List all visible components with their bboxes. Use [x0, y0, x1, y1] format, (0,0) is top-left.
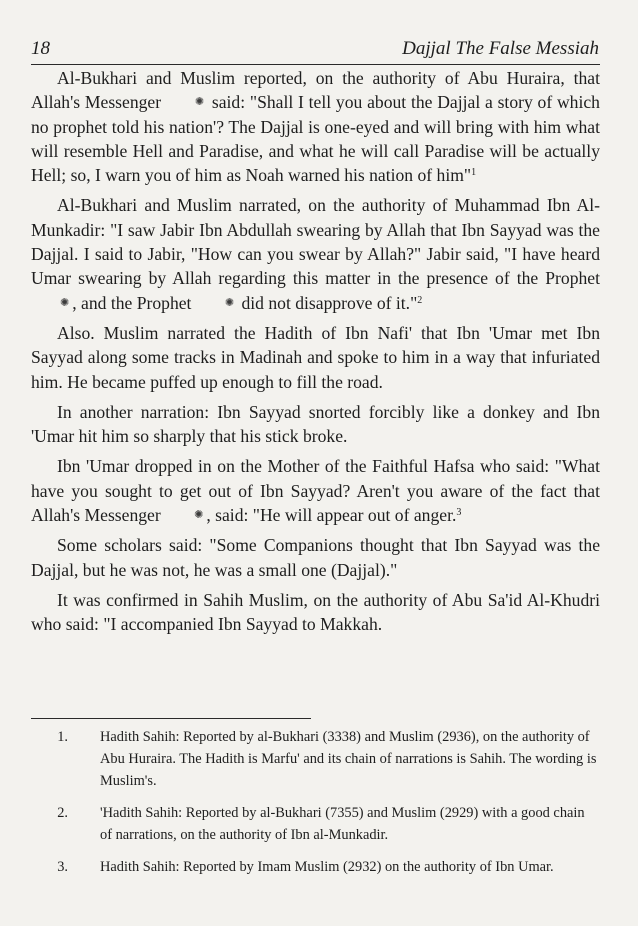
footnote-number: 3. — [57, 859, 68, 875]
honorific-symbol-icon: ✺ — [224, 296, 235, 309]
footnote-ref: 1 — [471, 167, 477, 179]
body-text — [31, 66, 600, 637]
footnote-ref: 3 — [456, 507, 462, 519]
footnote-text: Hadith Sahih: Reported by Imam Muslim (2932) on the authority of Ibn Umar. — [100, 859, 554, 875]
footnote — [31, 802, 600, 846]
footnote-rule — [31, 718, 311, 719]
paragraph: In another narration: Ibn Sayyad snorted forcibly like a donkey and Ibn 'Umar hit him so sharply that his stick broke. — [31, 401, 600, 447]
footnotes — [31, 726, 600, 888]
honorific-symbol-icon: ✺ — [60, 296, 70, 309]
footnote-text: Hadith Sahih: Reported by al-Bukhari (3338) and Muslim (2936), on the authority of Abu Huraira. The Hadith is Marfu' and its chain of narrations is Sahih. The wording is Muslim's. — [100, 729, 597, 789]
page-header — [31, 38, 599, 64]
paragraph-text: Al-Bukhari and Muslim narrated, on the authority of Muhammad Ibn Al-Munkadir: "I saw Jabir Ibn Abdullah swearing by Allah that Ibn Sayyad was the Dajjal. I said to Jabir, "How can you swear by Allah?" Jabir said, "I have heard Umar swearing by Allah regarding this matter in the presence of the Prophet — [31, 195, 600, 289]
paragraph: Also. Muslim narrated the Hadith of Ibn Nafi' that Ibn 'Umar met Ibn Sayyad along some tracks in Madinah and spoke to him in a way that infuriated him. He became puffed up enough to fill the road. — [31, 322, 600, 392]
footnote — [31, 856, 600, 878]
paragraph-text: Al-Bukhari and Muslim reported, on the authority of Abu Huraira, that Allah's Messenger — [31, 68, 600, 113]
paragraph — [31, 66, 600, 187]
footnote — [31, 726, 600, 792]
paragraph: Some scholars said: "Some Companions thought that Ibn Sayyad was the Dajjal, but he was not, he was a small one (Dajjal)." — [31, 535, 600, 580]
honorific-symbol-icon: ✺ — [194, 509, 204, 522]
footnote-ref: 2 — [417, 294, 423, 306]
running-title: Dajjal The False Messiah — [402, 38, 599, 59]
paragraph-text: , and the Prophet — [72, 292, 192, 313]
header-rule — [31, 64, 600, 65]
paragraph — [31, 193, 600, 314]
paragraph-text: said: "Shall I tell you about the Dajjal a story of which no prophet told his nation'? The Dajjal is one-eyed and will bring with him what will resemble Hell and Paradise, and what he will call Paradise will be actually Hell; so, I warn you of him as Noah warned his nation of him" — [31, 92, 600, 186]
paragraph-text: , said: "He will appear out of anger. — [206, 505, 457, 526]
page-number: 18 — [31, 38, 50, 59]
footnote-number: 2. — [57, 805, 68, 821]
paragraph — [31, 454, 600, 527]
footnote-text: 'Hadith Sahih: Reported by al-Bukhari (7355) and Muslim (2929) with a good chain of narrations, on the authority of Ibn al-Munkadir. — [100, 805, 585, 843]
paragraph: It was confirmed in Sahih Muslim, on the authority of Abu Sa'id Al-Khudri who said: "I accompanied Ibn Sayyad to Makkah. — [31, 589, 600, 635]
paragraph-text: did not disapprove of it." — [241, 292, 418, 313]
honorific-symbol-icon: ✺ — [194, 96, 205, 109]
paragraph-text: Ibn 'Umar dropped in on the Mother of the Faithful Hafsa who said: "What have you sought to get out of Ibn Sayyad? Aren't you aware of the fact that Allah's Messenger — [31, 456, 600, 526]
footnote-number: 1. — [57, 729, 68, 745]
